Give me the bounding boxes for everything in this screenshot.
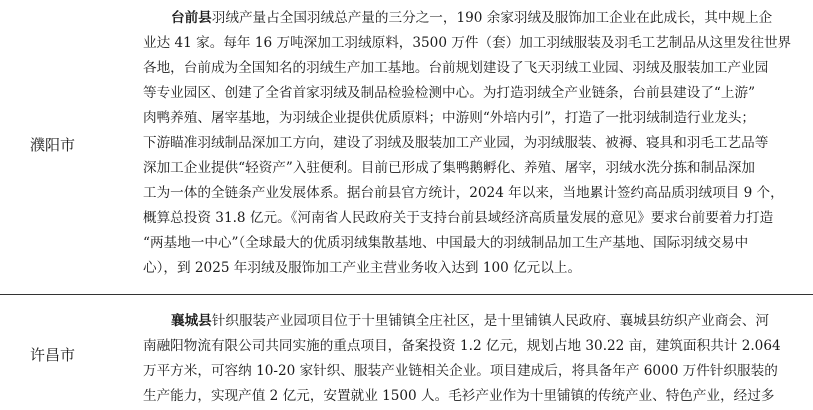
text-line: 肉鸭养殖、屠宰基地，为羽绒企业提供优质原料；中游则“外培内引”，打造了一批羽绒制造行业龙头； bbox=[143, 110, 756, 126]
text-line: 生产能力，实现产值 2 亿元，安置就业 1500 人。毛衫产业作为十里铺镇的传统产业、特色产业，经过多 bbox=[143, 388, 775, 404]
description-cell bbox=[143, 6, 805, 281]
table-row-xuchang bbox=[0, 297, 813, 410]
text-line: 等专业园区、创建了全省首家羽绒及制品检验检测中心。为打造羽绒全产业链条，台前县建设了“上游” bbox=[143, 85, 756, 101]
text-line: 概算总投资 31.8 亿元。《河南省人民政府关于支持台前县域经济高质量发展的意见》要求台前要着力打造 bbox=[143, 210, 774, 226]
county-name: 襄城县 bbox=[171, 313, 212, 329]
county-name: 台前县 bbox=[171, 10, 212, 26]
text-line: 各地，台前成为全国知名的羽绒生产加工基地。台前规划建设了飞天羽绒工业园、羽绒及服装加工产业园 bbox=[143, 60, 769, 76]
city-cell: 濮阳市 bbox=[30, 136, 76, 154]
text-line: “两基地一中心”（全球最大的优质羽绒集散基地、中国最大的羽绒制品加工生产基地、国际羽绒交易中 bbox=[143, 235, 749, 251]
row-divider bbox=[0, 294, 813, 295]
city-cell: 许昌市 bbox=[30, 346, 76, 364]
text-line: 工为一体的全链条产业发展体系。据台前县官方统计，2024 年以来，当地累计签约高品质羽绒项目 9 个， bbox=[143, 185, 784, 201]
text-line: 台前县羽绒产量占全国羽绒总产量的三分之一，190 余家羽绒及服饰加工企业在此成长，其中规上企 bbox=[171, 10, 773, 26]
text-line: 万平方米，可容纳 10-20 家针织、服装产业链相关企业。项目建成后，将具备年产 6000 万件针织服装的 bbox=[143, 363, 778, 379]
text-line: 深加工企业提供“轻资产”入驻便利。目前已形成了集鸭鹅孵化、养殖、屠宰，羽绒水洗分拣和制品深加 bbox=[143, 160, 756, 176]
text-line: 襄城县针织服装产业园项目位于十里铺镇全庄社区，是十里铺镇人民政府、襄城县纺织产业商会、河 bbox=[171, 313, 770, 329]
text-line: 下游瞄准羽绒制品深加工方向，建设了羽绒及服装加工产业园，为羽绒服装、被褥、寝具和羽毛工艺品等 bbox=[143, 135, 769, 151]
text-line: 南融阳物流有限公司共同实施的重点项目，备案投资 1.2 亿元，规划占地 30.22 亩，建筑面积共计 2.064 bbox=[143, 338, 781, 354]
text-line: 业达 41 家。每年 16 万吨深加工羽绒原料，3500 万件（套）加工羽绒服装及羽毛工艺制品从这里发往世界 bbox=[143, 35, 792, 51]
description-cell bbox=[143, 309, 805, 409]
text-line: 心），到 2025 年羽绒及服饰加工产业主营业务收入达到 100 亿元以上。 bbox=[143, 260, 582, 276]
